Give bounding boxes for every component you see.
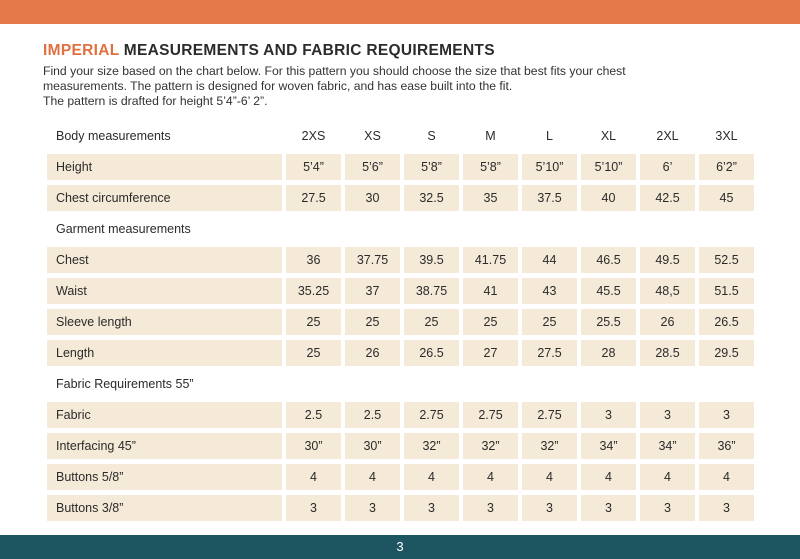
row-value: 5’6” xyxy=(345,154,400,180)
row-label: Chest circumference xyxy=(47,185,282,211)
row-value: 4 xyxy=(286,464,341,490)
row-label: Chest xyxy=(47,247,282,273)
row-value: 29.5 xyxy=(699,340,754,366)
row-value: 5’4” xyxy=(286,154,341,180)
row-value: 2.75 xyxy=(522,402,577,428)
row-value: 4 xyxy=(581,464,636,490)
size-header: 2XS xyxy=(301,128,326,143)
table-row xyxy=(47,182,758,213)
section-header-row xyxy=(47,213,758,244)
row-value: 41 xyxy=(463,278,518,304)
row-value: 37.75 xyxy=(345,247,400,273)
row-value: 3 xyxy=(286,495,341,521)
row-value: 4 xyxy=(404,464,459,490)
section-header-row xyxy=(47,120,758,151)
row-value: 49.5 xyxy=(640,247,695,273)
row-value: 3 xyxy=(404,495,459,521)
table-row xyxy=(47,151,758,182)
table-row xyxy=(47,306,758,337)
row-value: 6’2” xyxy=(699,154,754,180)
row-value: 36” xyxy=(699,433,754,459)
row-value: 45 xyxy=(699,185,754,211)
size-header: M xyxy=(485,128,496,143)
row-value: 30” xyxy=(345,433,400,459)
size-chart-table xyxy=(47,120,758,523)
section-title: Body measurements xyxy=(56,128,171,143)
row-value: 6’ xyxy=(640,154,695,180)
row-value: 32” xyxy=(404,433,459,459)
size-header: XL xyxy=(600,128,617,143)
row-value: 26.5 xyxy=(404,340,459,366)
page-number: 3 xyxy=(396,539,404,554)
row-value: 25 xyxy=(345,309,400,335)
section-title: Fabric Requirements 55” xyxy=(56,376,194,391)
table-row xyxy=(47,244,758,275)
row-value: 26 xyxy=(640,309,695,335)
row-value: 35.25 xyxy=(286,278,341,304)
row-label: Fabric xyxy=(47,402,282,428)
table-row xyxy=(47,430,758,461)
title-rest: MEASUREMENTS AND FABRIC REQUIREMENTS xyxy=(119,42,495,59)
row-value: 32” xyxy=(463,433,518,459)
row-value: 4 xyxy=(699,464,754,490)
row-value: 51.5 xyxy=(699,278,754,304)
row-label: Height xyxy=(47,154,282,180)
row-value: 3 xyxy=(640,495,695,521)
row-value: 27.5 xyxy=(522,340,577,366)
row-label: Buttons 3/8” xyxy=(47,495,282,521)
row-value: 25.5 xyxy=(581,309,636,335)
section-title: Garment measurements xyxy=(56,221,191,236)
row-value: 2.5 xyxy=(286,402,341,428)
row-value: 30” xyxy=(286,433,341,459)
row-value: 2.75 xyxy=(404,402,459,428)
row-value: 25 xyxy=(286,340,341,366)
top-color-band xyxy=(0,0,800,24)
row-value: 5’8” xyxy=(404,154,459,180)
section-header-row xyxy=(47,368,758,399)
intro-line: measurements. The pattern is designed for woven fabric, and has ease built into the fit. xyxy=(43,79,513,93)
row-value: 44 xyxy=(522,247,577,273)
row-value: 2.75 xyxy=(463,402,518,428)
row-value: 26.5 xyxy=(699,309,754,335)
intro-line: The pattern is drafted for height 5’4”-6’ 2”. xyxy=(43,94,268,108)
row-value: 3 xyxy=(581,495,636,521)
row-value: 45.5 xyxy=(581,278,636,304)
size-header: S xyxy=(427,128,436,143)
row-value: 35 xyxy=(463,185,518,211)
row-value: 43 xyxy=(522,278,577,304)
size-header: L xyxy=(546,128,553,143)
row-value: 25 xyxy=(286,309,341,335)
row-value: 30 xyxy=(345,185,400,211)
row-value: 25 xyxy=(463,309,518,335)
row-value: 27 xyxy=(463,340,518,366)
row-value: 42.5 xyxy=(640,185,695,211)
intro-line: Find your size based on the chart below. For this pattern you should choose the size that best fits your chest xyxy=(43,64,626,78)
row-label: Buttons 5/8” xyxy=(47,464,282,490)
table-row xyxy=(47,337,758,368)
size-header: XS xyxy=(364,128,381,143)
row-value: 25 xyxy=(404,309,459,335)
row-value: 27.5 xyxy=(286,185,341,211)
row-value: 3 xyxy=(699,402,754,428)
row-value: 34” xyxy=(581,433,636,459)
page-title xyxy=(43,42,495,60)
row-value: 3 xyxy=(345,495,400,521)
row-value: 28 xyxy=(581,340,636,366)
table-row xyxy=(47,399,758,430)
row-value: 3 xyxy=(640,402,695,428)
row-label: Sleeve length xyxy=(47,309,282,335)
size-header: 3XL xyxy=(715,128,738,143)
row-value: 3 xyxy=(581,402,636,428)
row-value: 3 xyxy=(463,495,518,521)
row-label: Waist xyxy=(47,278,282,304)
row-value: 36 xyxy=(286,247,341,273)
row-value: 48,5 xyxy=(640,278,695,304)
table-row xyxy=(47,492,758,523)
title-accent: IMPERIAL xyxy=(43,42,120,59)
row-value: 32.5 xyxy=(404,185,459,211)
table-row xyxy=(47,275,758,306)
intro-text xyxy=(43,64,763,109)
row-value: 28.5 xyxy=(640,340,695,366)
row-value: 4 xyxy=(522,464,577,490)
row-value: 3 xyxy=(522,495,577,521)
row-value: 5’10” xyxy=(522,154,577,180)
row-value: 25 xyxy=(522,309,577,335)
row-value: 5’10” xyxy=(581,154,636,180)
row-value: 5’8” xyxy=(463,154,518,180)
row-value: 37 xyxy=(345,278,400,304)
size-header: 2XL xyxy=(656,128,679,143)
row-value: 37.5 xyxy=(522,185,577,211)
row-value: 34” xyxy=(640,433,695,459)
row-value: 4 xyxy=(463,464,518,490)
row-value: 26 xyxy=(345,340,400,366)
table-row xyxy=(47,461,758,492)
row-label: Interfacing 45” xyxy=(47,433,282,459)
footer-band xyxy=(0,535,800,559)
row-value: 4 xyxy=(640,464,695,490)
row-value: 39.5 xyxy=(404,247,459,273)
row-label: Length xyxy=(47,340,282,366)
row-value: 4 xyxy=(345,464,400,490)
row-value: 41.75 xyxy=(463,247,518,273)
row-value: 2.5 xyxy=(345,402,400,428)
row-value: 52.5 xyxy=(699,247,754,273)
row-value: 40 xyxy=(581,185,636,211)
row-value: 46.5 xyxy=(581,247,636,273)
row-value: 3 xyxy=(699,495,754,521)
row-value: 38.75 xyxy=(404,278,459,304)
row-value: 32” xyxy=(522,433,577,459)
